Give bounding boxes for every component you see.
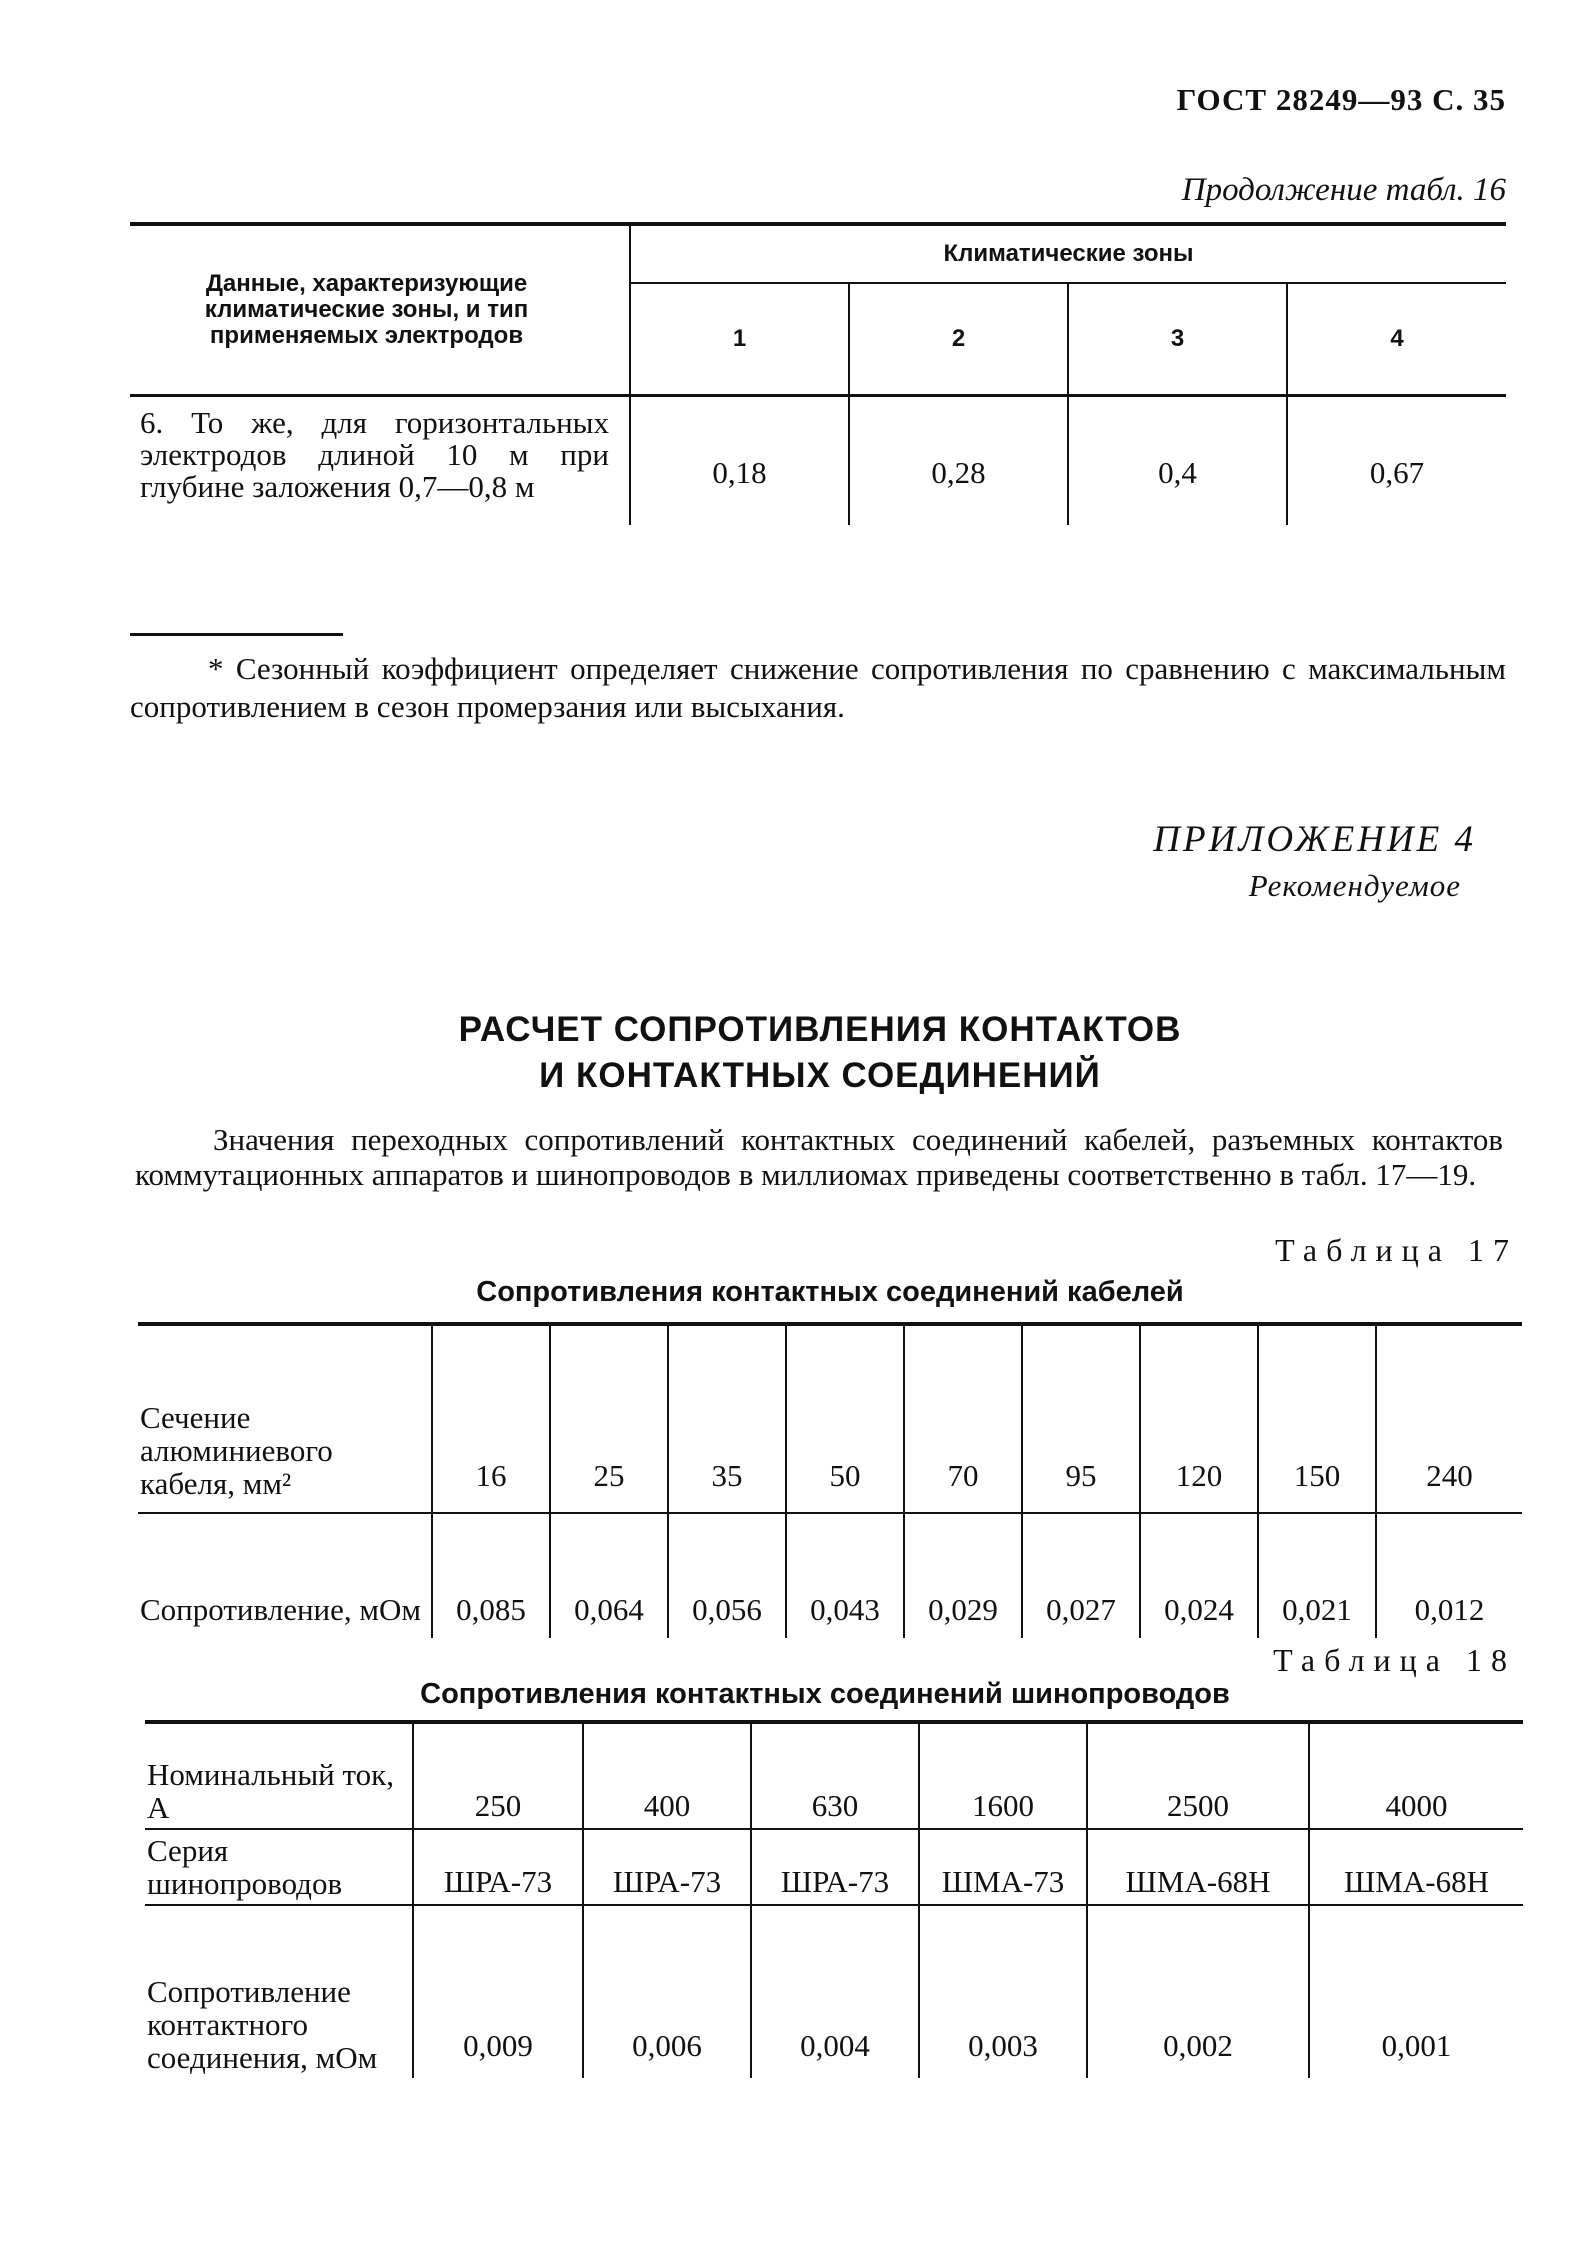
table-17: [138, 1322, 1522, 1638]
appendix-status: Рекомендуемое: [1248, 868, 1461, 903]
table18-resistance: 0,006: [583, 1905, 751, 2078]
table17-section: 240: [1376, 1324, 1522, 1513]
footnote-rule: [130, 633, 343, 636]
table16-value: 0,4: [1068, 396, 1287, 526]
table16-row-header: Данные, характеризующие климатические зоны, и тип применяемых электродов: [130, 224, 630, 396]
table16-continuation: Продолжение табл. 16: [1181, 172, 1506, 208]
table18-series: ШМА-68Н: [1087, 1829, 1309, 1905]
table16-row-desc: 6. То же, для горизонтальных электродов длиной 10 м при глубине заложения 0,7—0,8 м: [140, 405, 609, 504]
table17-section: 95: [1022, 1324, 1140, 1513]
table17-resistance: 0,085: [432, 1513, 550, 1638]
table16-zone: 3: [1068, 283, 1287, 396]
table17-resistance: 0,064: [550, 1513, 668, 1638]
table-row: [138, 1513, 1522, 1638]
table-row: [145, 1905, 1523, 2078]
table-18: [145, 1720, 1523, 2078]
table17-caption: Сопротивления контактных соединений кабелей: [476, 1276, 1184, 1308]
appendix-intro: Значения переходных сопротивлений контактных соединений кабелей, разъемных контактов коммутационных аппаратов и шинопроводов в миллиомах приведены соответственно в табл. 17—19.: [135, 1122, 1503, 1192]
table18-resistance: 0,009: [413, 1905, 583, 2078]
table17-resistance: 0,056: [668, 1513, 786, 1638]
table18-current: 400: [583, 1722, 751, 1829]
table17-section: 120: [1140, 1324, 1258, 1513]
appendix-title-line1: РАСЧЕТ СОПРОТИВЛЕНИЯ КОНТАКТОВ: [458, 1010, 1182, 1049]
table18-series: ШМА-68Н: [1309, 1829, 1523, 1905]
table-row: [130, 396, 1506, 526]
appendix-title-line2: И КОНТАКТНЫХ СОЕДИНЕНИЙ: [539, 1056, 1101, 1095]
table17-resistance: 0,012: [1376, 1513, 1522, 1638]
table-16: [130, 222, 1506, 525]
table18-resistance: 0,002: [1087, 1905, 1309, 2078]
table18-series: ШРА-73: [583, 1829, 751, 1905]
table17-section: 25: [550, 1324, 668, 1513]
table16-zone: 4: [1287, 283, 1506, 396]
table17-row1-label: Сечение алюминиевого кабеля, мм²: [138, 1324, 432, 1513]
table16-group-header: Климатические зоны: [630, 224, 1506, 283]
page-header: ГОСТ 28249—93 С. 35: [1176, 82, 1506, 117]
table18-row1-label: Номинальный ток, А: [145, 1722, 413, 1829]
table17-resistance: 0,029: [904, 1513, 1022, 1638]
table-row: [138, 1324, 1522, 1513]
table16-zone: 2: [849, 283, 1068, 396]
table-row: [145, 1829, 1523, 1905]
table18-resistance: 0,003: [919, 1905, 1087, 2078]
table18-resistance: 0,004: [751, 1905, 919, 2078]
table17-section: 70: [904, 1324, 1022, 1513]
table18-current: 1600: [919, 1722, 1087, 1829]
appendix-label: ПРИЛОЖЕНИЕ 4: [1153, 819, 1476, 860]
table17-label: Таблица 17: [1275, 1232, 1518, 1268]
table18-row2-label: Серия шинопроводов: [145, 1829, 413, 1905]
table17-resistance: 0,027: [1022, 1513, 1140, 1638]
table17-resistance: 0,024: [1140, 1513, 1258, 1638]
table18-series: ШМА-73: [919, 1829, 1087, 1905]
table16-zone: 1: [630, 283, 849, 396]
table17-section: 50: [786, 1324, 904, 1513]
table16-value: 0,18: [630, 396, 849, 526]
table17-section: 35: [668, 1324, 786, 1513]
table18-current: 250: [413, 1722, 583, 1829]
table17-section: 150: [1258, 1324, 1376, 1513]
table18-row3-label: Сопротивление контактного соединения, мОм: [145, 1905, 413, 2078]
table18-series: ШРА-73: [413, 1829, 583, 1905]
table18-caption: Сопротивления контактных соединений шинопроводов: [420, 1678, 1230, 1710]
table18-series: ШРА-73: [751, 1829, 919, 1905]
table18-current: 2500: [1087, 1722, 1309, 1829]
table17-row2-label: Сопротивление, мОм: [140, 1592, 422, 1627]
table18-current: 630: [751, 1722, 919, 1829]
table18-resistance: 0,001: [1309, 1905, 1523, 2078]
table17-resistance: 0,021: [1258, 1513, 1376, 1638]
table16-value: 0,67: [1287, 396, 1506, 526]
table17-section: 16: [432, 1324, 550, 1513]
footnote: * Сезонный коэффициент определяет снижение сопротивления по сравнению с максимальным сопротивлением в сезон промерзания или высыхания.: [130, 651, 1506, 724]
table16-value: 0,28: [849, 396, 1068, 526]
table18-label: Таблица 18: [1273, 1642, 1516, 1678]
table18-current: 4000: [1309, 1722, 1523, 1829]
table-row: [145, 1722, 1523, 1829]
table17-resistance: 0,043: [786, 1513, 904, 1638]
